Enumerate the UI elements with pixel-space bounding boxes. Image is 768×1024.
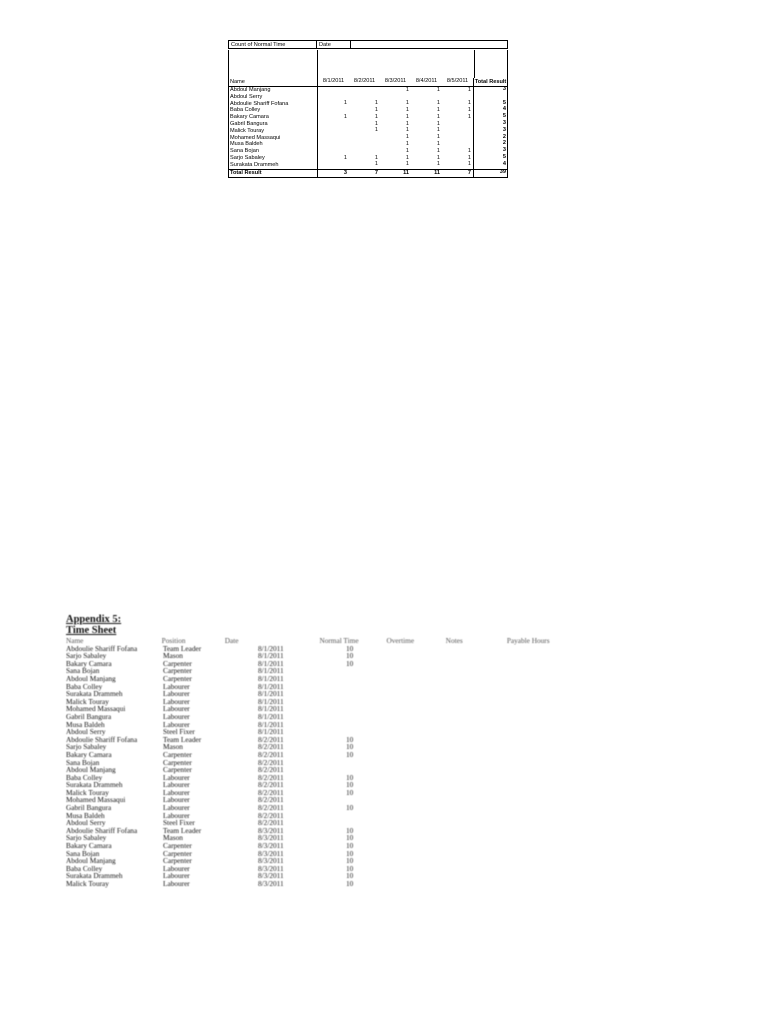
ts-position: Labourer <box>163 780 190 790</box>
ts-name: Baba Colley <box>66 863 103 873</box>
pivot-cell: 1 <box>467 147 471 154</box>
ts-position: Team Leader <box>163 734 202 744</box>
header-name: Name <box>66 636 84 645</box>
ts-date: 8/1/2011 <box>258 689 284 699</box>
header-notes: Notes <box>445 636 463 645</box>
pivot-cell: 1 <box>405 86 409 93</box>
time-sheet-row <box>66 751 566 759</box>
pivot-cell: 1 <box>436 154 440 161</box>
time-sheet-row <box>66 759 566 767</box>
ts-date: 8/1/2011 <box>258 658 284 668</box>
ts-position: Labourer <box>163 803 190 813</box>
ts-date: 8/1/2011 <box>258 651 284 661</box>
pivot-cell: 1 <box>467 161 471 168</box>
pivot-row-total <box>473 94 507 101</box>
pivot-cell: 1 <box>343 154 347 161</box>
ts-name: Sana Bojan <box>66 848 100 858</box>
ts-position: Carpenter <box>163 856 192 866</box>
ts-name: Musa Baldeh <box>66 719 105 729</box>
pivot-cell: 1 <box>374 127 378 134</box>
pivot-cell: 1 <box>436 113 440 120</box>
ts-name: Sana Bojan <box>66 757 100 767</box>
pivot-cell: 1 <box>405 127 409 134</box>
ts-name: Baba Colley <box>66 681 103 691</box>
ts-name: Surakata Drammeh <box>66 689 123 699</box>
ts-normal-time: 10 <box>346 780 354 790</box>
ts-normal-time: 10 <box>346 651 354 661</box>
pivot-cell: 1 <box>436 100 440 107</box>
pivot-row-total: 5 <box>473 114 507 121</box>
ts-normal-time: 10 <box>346 871 354 881</box>
pivot-row <box>229 141 507 148</box>
time-sheet-row <box>66 872 566 880</box>
pivot-row-name: Musa Baldeh <box>229 141 318 148</box>
pivot-column-field-label: Date <box>316 40 351 49</box>
pivot-cell: 1 <box>467 154 471 161</box>
ts-name: Mohamed Massaqui <box>66 795 126 805</box>
ts-normal-time <box>323 705 391 713</box>
pivot-cell: 1 <box>374 120 378 127</box>
pivot-cell: 1 <box>436 86 440 93</box>
ts-name: Sarjo Sabaley <box>66 651 107 661</box>
pivot-col-date: 8/4/2011 <box>415 78 438 85</box>
ts-position: Mason <box>163 833 183 843</box>
ts-date: 8/3/2011 <box>258 825 284 835</box>
ts-position: Steel Fixer <box>163 818 195 828</box>
pivot-col-name: Name <box>229 78 318 86</box>
ts-name: Sarjo Sabaley <box>66 833 107 843</box>
pivot-row-name: Mohamed Massaqui <box>229 135 318 142</box>
time-sheet-row <box>66 667 566 675</box>
ts-position: Carpenter <box>163 848 192 858</box>
time-sheet-row <box>66 842 566 850</box>
pivot-grand-total: 39 <box>473 170 507 178</box>
ts-date: 8/2/2011 <box>258 749 284 759</box>
pivot-cell: 1 <box>467 113 471 120</box>
pivot-row-total: 3 <box>473 87 507 94</box>
pivot-row <box>229 162 507 169</box>
ts-normal-time: 10 <box>346 643 354 653</box>
ts-position: Labourer <box>163 704 190 714</box>
time-sheet-row <box>66 812 566 820</box>
ts-date: 8/1/2011 <box>258 711 284 721</box>
pivot-col-date: 8/5/2011 <box>446 78 469 85</box>
pivot-cell: 1 <box>436 120 440 127</box>
time-sheet-row <box>66 865 566 873</box>
time-sheet-row <box>66 698 566 706</box>
ts-position: Carpenter <box>163 666 192 676</box>
header-payable-hours: Payable Hours <box>506 636 550 645</box>
pivot-cell: 1 <box>343 100 347 107</box>
ts-name: Malick Touray <box>66 787 109 797</box>
pivot-cell: 1 <box>374 154 378 161</box>
time-sheet-row <box>66 728 566 736</box>
header-date: Date <box>224 636 239 645</box>
pivot-col-total: Total Result <box>474 79 507 85</box>
pivot-cell: 1 <box>405 140 409 147</box>
pivot-row-name: Sana Bojan <box>229 148 318 155</box>
ts-position: Labourer <box>163 871 190 881</box>
pivot-row <box>229 87 507 94</box>
ts-date: 8/2/2011 <box>258 803 284 813</box>
ts-name: Abdoul Manjang <box>66 856 116 866</box>
ts-name: Abdoul Manjang <box>66 673 116 683</box>
time-sheet-row <box>66 774 566 782</box>
pivot-row-name: Gabril Bangura <box>229 121 318 128</box>
ts-normal-time <box>323 728 391 736</box>
ts-name: Abdoulie Shariff Fofana <box>66 825 138 835</box>
time-sheet-row <box>66 721 566 729</box>
pivot-row-total: 4 <box>473 107 507 114</box>
ts-position: Labourer <box>163 719 190 729</box>
ts-position: Labourer <box>163 689 190 699</box>
ts-date: 8/1/2011 <box>258 719 284 729</box>
pivot-row <box>229 121 507 128</box>
ts-name: Abdoul Serry <box>66 727 106 737</box>
ts-normal-time <box>323 675 391 683</box>
pivot-cell: 1 <box>405 147 409 154</box>
time-sheet-row <box>66 652 566 660</box>
ts-normal-time <box>323 796 391 804</box>
ts-position: Labourer <box>163 863 190 873</box>
ts-name: Malick Touray <box>66 696 109 706</box>
ts-date: 8/3/2011 <box>258 863 284 873</box>
ts-position: Labourer <box>163 810 190 820</box>
time-sheet-row <box>66 827 566 835</box>
pivot-row <box>229 148 507 155</box>
pivot-cell: 1 <box>405 134 409 141</box>
ts-date: 8/2/2011 <box>258 810 284 820</box>
pivot-row-total: 3 <box>473 128 507 135</box>
pivot-header-empty-cell <box>350 40 508 49</box>
ts-normal-time: 10 <box>346 863 354 873</box>
ts-normal-time: 10 <box>346 856 354 866</box>
ts-normal-time: 10 <box>346 749 354 759</box>
pivot-cell: 1 <box>343 113 347 120</box>
pivot-row-total: 4 <box>473 162 507 169</box>
pivot-row-total: 2 <box>473 135 507 142</box>
pivot-cell: 1 <box>405 113 409 120</box>
ts-position: Carpenter <box>163 749 192 759</box>
time-sheet-row <box>66 675 566 683</box>
ts-date: 8/1/2011 <box>258 681 284 691</box>
ts-normal-time: 10 <box>346 658 354 668</box>
pivot-row-name: Abdoul Serry <box>229 94 318 101</box>
ts-name: Bakary Camara <box>66 658 112 668</box>
ts-date: 8/3/2011 <box>258 848 284 858</box>
ts-name: Musa Baldeh <box>66 810 105 820</box>
time-sheet-row <box>66 690 566 698</box>
time-sheet-row <box>66 683 566 691</box>
ts-name: Sana Bojan <box>66 666 100 676</box>
pivot-cell: 1 <box>405 154 409 161</box>
time-sheet-row <box>66 789 566 797</box>
ts-normal-time <box>323 766 391 774</box>
pivot-total-cell: 7 <box>374 169 378 176</box>
ts-date: 8/3/2011 <box>258 841 284 851</box>
pivot-row <box>229 155 507 162</box>
pivot-cell: 1 <box>436 134 440 141</box>
ts-name: Abdoulie Shariff Fofana <box>66 734 138 744</box>
pivot-cell: 1 <box>374 161 378 168</box>
ts-normal-time: 10 <box>346 825 354 835</box>
ts-normal-time <box>323 812 391 820</box>
pivot-row <box>229 114 507 121</box>
ts-position: Mason <box>163 651 183 661</box>
pivot-cell: 1 <box>405 100 409 107</box>
ts-position: Labourer <box>163 696 190 706</box>
ts-position: Carpenter <box>163 765 192 775</box>
ts-name: Mohamed Massaqui <box>66 704 126 714</box>
pivot-row-name: Surakata Drammeh <box>229 162 318 169</box>
time-sheet-row <box>66 834 566 842</box>
ts-position: Carpenter <box>163 658 192 668</box>
ts-name: Malick Touray <box>66 879 109 888</box>
time-sheet-row <box>66 660 566 668</box>
pivot-row-name: Sarjo Sabaley <box>229 155 318 162</box>
time-sheet-row <box>66 796 566 804</box>
time-sheet-row <box>66 880 566 888</box>
ts-name: Surakata Drammeh <box>66 871 123 881</box>
ts-normal-time <box>323 683 391 691</box>
pivot-cell: 1 <box>436 106 440 113</box>
ts-name: Gabril Bangura <box>66 803 112 813</box>
ts-normal-time <box>323 667 391 675</box>
pivot-total-cell: 7 <box>467 169 471 176</box>
pivot-col-date: 8/2/2011 <box>353 78 376 85</box>
ts-date: 8/2/2011 <box>258 787 284 797</box>
pivot-cell: 1 <box>436 127 440 134</box>
pivot-row-name: Abdoulie Shariff Fofana <box>229 101 318 108</box>
pivot-total-cell: 11 <box>434 169 440 176</box>
pivot-cell: 1 <box>374 100 378 107</box>
pivot-row-total: 2 <box>473 141 507 148</box>
pivot-row-total: 3 <box>473 148 507 155</box>
ts-normal-time: 10 <box>346 879 354 888</box>
ts-date: 8/2/2011 <box>258 772 284 782</box>
ts-name: Gabril Bangura <box>66 711 112 721</box>
pivot-row-total: 5 <box>473 101 507 108</box>
ts-date: 8/2/2011 <box>258 734 284 744</box>
ts-position: Team Leader <box>163 825 202 835</box>
pivot-rows <box>229 87 507 169</box>
pivot-row <box>229 135 507 142</box>
ts-date: 8/2/2011 <box>258 742 284 752</box>
ts-normal-time: 10 <box>346 833 354 843</box>
pivot-cell: 1 <box>374 113 378 120</box>
ts-position: Mason <box>163 742 183 752</box>
ts-date: 8/2/2011 <box>258 780 284 790</box>
pivot-row <box>229 94 507 101</box>
ts-position: Labourer <box>163 772 190 782</box>
pivot-cell: 1 <box>467 106 471 113</box>
time-sheet-row <box>66 804 566 812</box>
pivot-row <box>229 128 507 135</box>
ts-date: 8/1/2011 <box>258 727 284 737</box>
ts-date: 8/2/2011 <box>258 765 284 775</box>
ts-position: Labourer <box>163 795 190 805</box>
time-sheet-rows <box>66 645 566 888</box>
ts-normal-time <box>323 721 391 729</box>
pivot-header <box>228 40 508 50</box>
ts-date: 8/1/2011 <box>258 643 284 653</box>
time-sheet-row <box>66 781 566 789</box>
pivot-row-total: 5 <box>473 155 507 162</box>
ts-name: Surakata Drammeh <box>66 780 123 790</box>
pivot-cell: 1 <box>467 100 471 107</box>
ts-normal-time: 10 <box>346 742 354 752</box>
ts-normal-time <box>323 819 391 827</box>
ts-position: Steel Fixer <box>163 727 195 737</box>
ts-position: Labourer <box>163 711 190 721</box>
ts-normal-time <box>323 759 391 767</box>
time-sheet-title: Time Sheet <box>66 625 117 636</box>
pivot-row-total: 3 <box>473 121 507 128</box>
ts-name: Bakary Camara <box>66 749 112 759</box>
ts-name: Abdoul Manjang <box>66 765 116 775</box>
pivot-col-date: 8/3/2011 <box>384 78 407 85</box>
pivot-cell: 1 <box>405 120 409 127</box>
pivot-cell: 1 <box>467 86 471 93</box>
time-sheet-row <box>66 743 566 751</box>
pivot-cell: 1 <box>436 161 440 168</box>
appendix-title: Appendix 5: <box>66 614 122 625</box>
ts-date: 8/1/2011 <box>258 696 284 706</box>
pivot-row-name: Malick Touray <box>229 128 318 135</box>
pivot-col-date: 8/1/2011 <box>322 78 345 85</box>
ts-position: Labourer <box>163 787 190 797</box>
ts-name: Abdoulie Shariff Fofana <box>66 643 138 653</box>
time-sheet-row <box>66 766 566 774</box>
pivot-column-headers <box>229 78 507 87</box>
ts-date: 8/3/2011 <box>258 871 284 881</box>
time-sheet-row <box>66 705 566 713</box>
ts-date: 8/1/2011 <box>258 666 284 676</box>
ts-date: 8/3/2011 <box>258 879 284 888</box>
pivot-cell: 1 <box>405 161 409 168</box>
ts-normal-time: 10 <box>346 803 354 813</box>
pivot-cell: 1 <box>436 147 440 154</box>
time-sheet-row <box>66 713 566 721</box>
ts-date: 8/2/2011 <box>258 818 284 828</box>
ts-normal-time: 10 <box>346 734 354 744</box>
pivot-data-field-label: Count of Normal Time <box>228 40 317 49</box>
time-sheet-header-row <box>66 637 566 645</box>
pivot-total-cell: 11 <box>403 169 409 176</box>
ts-normal-time: 10 <box>346 787 354 797</box>
time-sheet-row <box>66 857 566 865</box>
pivot-cell: 1 <box>436 140 440 147</box>
ts-position: Team Leader <box>163 643 202 653</box>
ts-normal-time: 10 <box>346 772 354 782</box>
time-sheet-row <box>66 850 566 858</box>
header-overtime: Overtime <box>386 636 415 645</box>
time-sheet-row <box>66 819 566 827</box>
ts-position: Carpenter <box>163 841 192 851</box>
ts-date: 8/3/2011 <box>258 856 284 866</box>
pivot-row-name: Abdoul Manjang <box>229 87 318 94</box>
ts-normal-time <box>323 690 391 698</box>
ts-position: Labourer <box>163 681 190 691</box>
ts-normal-time: 10 <box>346 848 354 858</box>
header-position: Position <box>161 636 186 645</box>
time-sheet-row <box>66 645 566 653</box>
pivot-table <box>228 40 508 178</box>
ts-date: 8/1/2011 <box>258 673 284 683</box>
ts-normal-time <box>323 713 391 721</box>
pivot-cell: 1 <box>405 106 409 113</box>
ts-date: 8/1/2011 <box>258 704 284 714</box>
appendix-time-sheet <box>66 614 566 888</box>
pivot-total-label: Total Result <box>229 170 318 178</box>
pivot-row-name: Bakary Camara <box>229 114 318 121</box>
pivot-row-name: Baba Colley <box>229 107 318 114</box>
ts-date: 8/2/2011 <box>258 795 284 805</box>
ts-date: 8/3/2011 <box>258 833 284 843</box>
pivot-spacer <box>229 50 507 78</box>
ts-date: 8/2/2011 <box>258 757 284 767</box>
time-sheet-row <box>66 736 566 744</box>
pivot-cell: 1 <box>374 106 378 113</box>
ts-position: Carpenter <box>163 757 192 767</box>
header-normal-time: Normal Time <box>319 636 359 645</box>
ts-name: Abdoul Serry <box>66 818 106 828</box>
ts-position: Labourer <box>163 879 190 888</box>
ts-name: Baba Colley <box>66 772 103 782</box>
pivot-total-row <box>229 169 507 178</box>
pivot-row <box>229 101 507 108</box>
ts-position: Carpenter <box>163 673 192 683</box>
ts-normal-time <box>323 698 391 706</box>
pivot-row <box>229 107 507 114</box>
pivot-total-cell: 3 <box>343 169 347 176</box>
pivot-body <box>228 50 508 178</box>
ts-name: Bakary Camara <box>66 841 112 851</box>
ts-name: Sarjo Sabaley <box>66 742 107 752</box>
ts-normal-time: 10 <box>346 841 354 851</box>
